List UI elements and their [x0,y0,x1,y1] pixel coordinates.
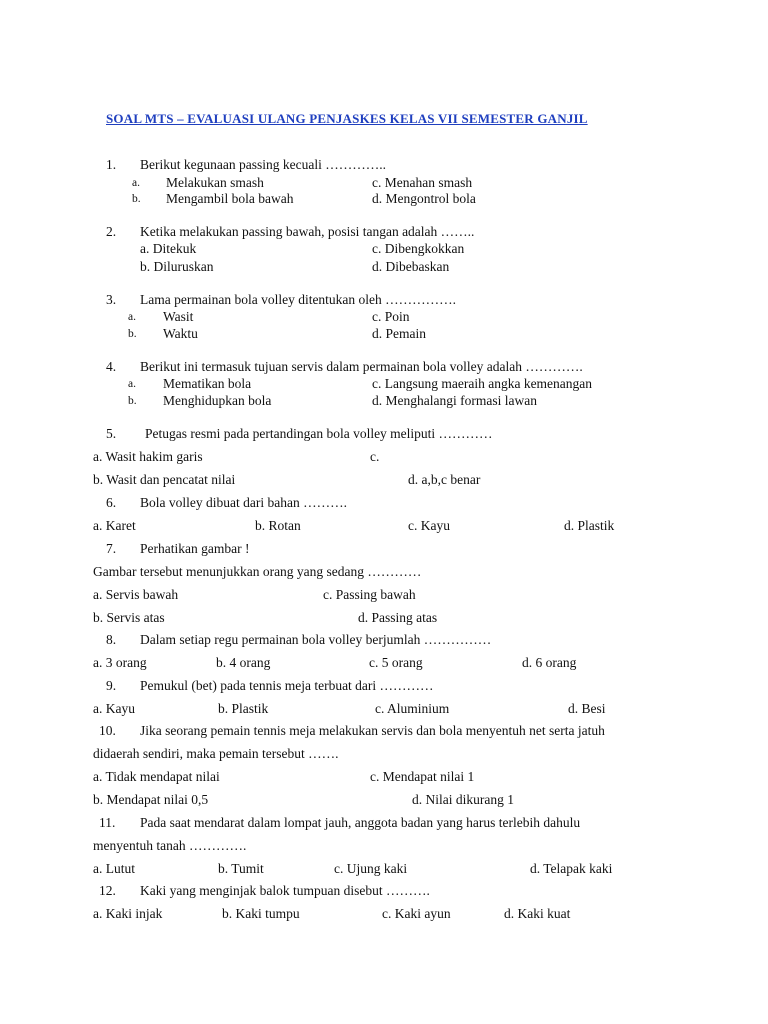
option-a: a. Ditekuk [140,241,197,256]
option-letter: b. [132,193,141,205]
question-number: 5. [106,426,117,441]
option-b: Waktu [163,326,198,341]
option-c: c. Aluminium [375,701,450,716]
option-a: a. Kaki injak [93,906,163,921]
option-d: d. Mengontrol bola [372,191,476,206]
question-number: 10. [99,723,116,738]
option-letter: b. [128,395,137,407]
option-a: a. Servis bawah [93,587,179,602]
option-b: b. 4 orang [216,655,271,670]
question-text: Lama permainan bola volley ditentukan oleh ……………. [140,292,457,307]
question-text: Pemukul (bet) pada tennis meja terbuat dari ………… [140,678,434,693]
option-b: Menghidupkan bola [163,393,272,408]
question-number: 4. [106,359,117,374]
option-b: b. Servis atas [93,610,165,625]
question-text-continued: didaerah sendiri, maka pemain tersebut ……. [93,746,339,761]
option-a: a. Tidak mendapat nilai [93,769,220,784]
question-text: Kaki yang menginjak balok tumpuan disebut ………. [140,883,430,898]
question-number: 3. [106,292,117,307]
question-number: 11. [99,815,116,830]
option-letter: a. [132,177,140,189]
option-d: d. Menghalangi formasi lawan [372,393,537,408]
option-letter: a. [128,378,136,390]
question-number: 7. [106,541,117,556]
page-title: SOAL MTS – EVALUASI ULANG PENJASKES KELAS VII SEMESTER GANJIL [106,111,588,126]
option-b: b. Plastik [218,701,269,716]
question-text-continued: menyentuh tanah …………. [93,838,247,853]
question-number: 8. [106,632,117,647]
option-d: d. Dibebaskan [372,259,450,274]
option-a: a. Karet [93,518,136,533]
option-c: c. [370,449,380,464]
option-b: b. Mendapat nilai 0,5 [93,792,209,807]
question-text: Dalam setiap regu permainan bola volley berjumlah …………… [140,632,492,647]
question-text: Perhatikan gambar ! [140,541,250,556]
question-number: 2. [106,224,117,239]
option-b: b. Kaki tumpu [222,906,300,921]
option-d: d. Nilai dikurang 1 [412,792,514,807]
option-d: d. Kaki kuat [504,906,571,921]
option-letter: a. [128,311,136,323]
option-c: c. Ujung kaki [334,861,408,876]
question-text: Bola volley dibuat dari bahan ………. [140,495,347,510]
option-a: a. 3 orang [93,655,147,670]
option-d: d. 6 orang [522,655,577,670]
option-c: c. Kaki ayun [382,906,451,921]
option-c: c. Poin [372,309,410,324]
option-c: c. 5 orang [369,655,423,670]
question-text: Berikut kegunaan passing kecuali ………….. [140,157,386,172]
question-text: Pada saat mendarat dalam lompat jauh, anggota badan yang harus terlebih dahulu [140,815,581,830]
option-c: c. Dibengkokkan [372,241,465,256]
option-a: a. Lutut [93,861,135,876]
option-d: d. Pemain [372,326,426,341]
option-b: b. Rotan [255,518,301,533]
option-c: c. Langsung maeraih angka kemenangan [372,376,593,391]
question-text-continued: Gambar tersebut menunjukkan orang yang sedang ………… [93,564,422,579]
question-number: 9. [106,678,117,693]
question-text: Jika seorang pemain tennis meja melakukan servis dan bola menyentuh net serta jatuh [140,723,605,738]
question-text: Petugas resmi pada pertandingan bola volley meliputi ………… [145,426,493,441]
option-b: Mengambil bola bawah [166,191,294,206]
option-a: Wasit [163,309,194,324]
option-c: c. Mendapat nilai 1 [370,769,475,784]
option-c: c. Kayu [408,518,450,533]
option-a: Mematikan bola [163,376,252,391]
option-b: b. Tumit [218,861,264,876]
option-b: b. Diluruskan [140,259,214,274]
question-number: 6. [106,495,117,510]
question-text: Ketika melakukan passing bawah, posisi tangan adalah …….. [140,224,475,239]
option-c: c. Menahan smash [372,175,473,190]
option-d: d. a,b,c benar [408,472,481,487]
question-number: 1. [106,157,117,172]
option-letter: b. [128,328,137,340]
option-d: d. Plastik [564,518,615,533]
option-b: b. Wasit dan pencatat nilai [93,472,236,487]
option-d: d. Telapak kaki [530,861,613,876]
option-a: Melakukan smash [166,175,264,190]
option-d: d. Besi [568,701,606,716]
question-number: 12. [99,883,116,898]
option-c: c. Passing bawah [323,587,416,602]
option-a: a. Kayu [93,701,135,716]
option-a: a. Wasit hakim garis [93,449,203,464]
option-d: d. Passing atas [358,610,438,625]
question-text: Berikut ini termasuk tujuan servis dalam permainan bola volley adalah …………. [140,359,583,374]
